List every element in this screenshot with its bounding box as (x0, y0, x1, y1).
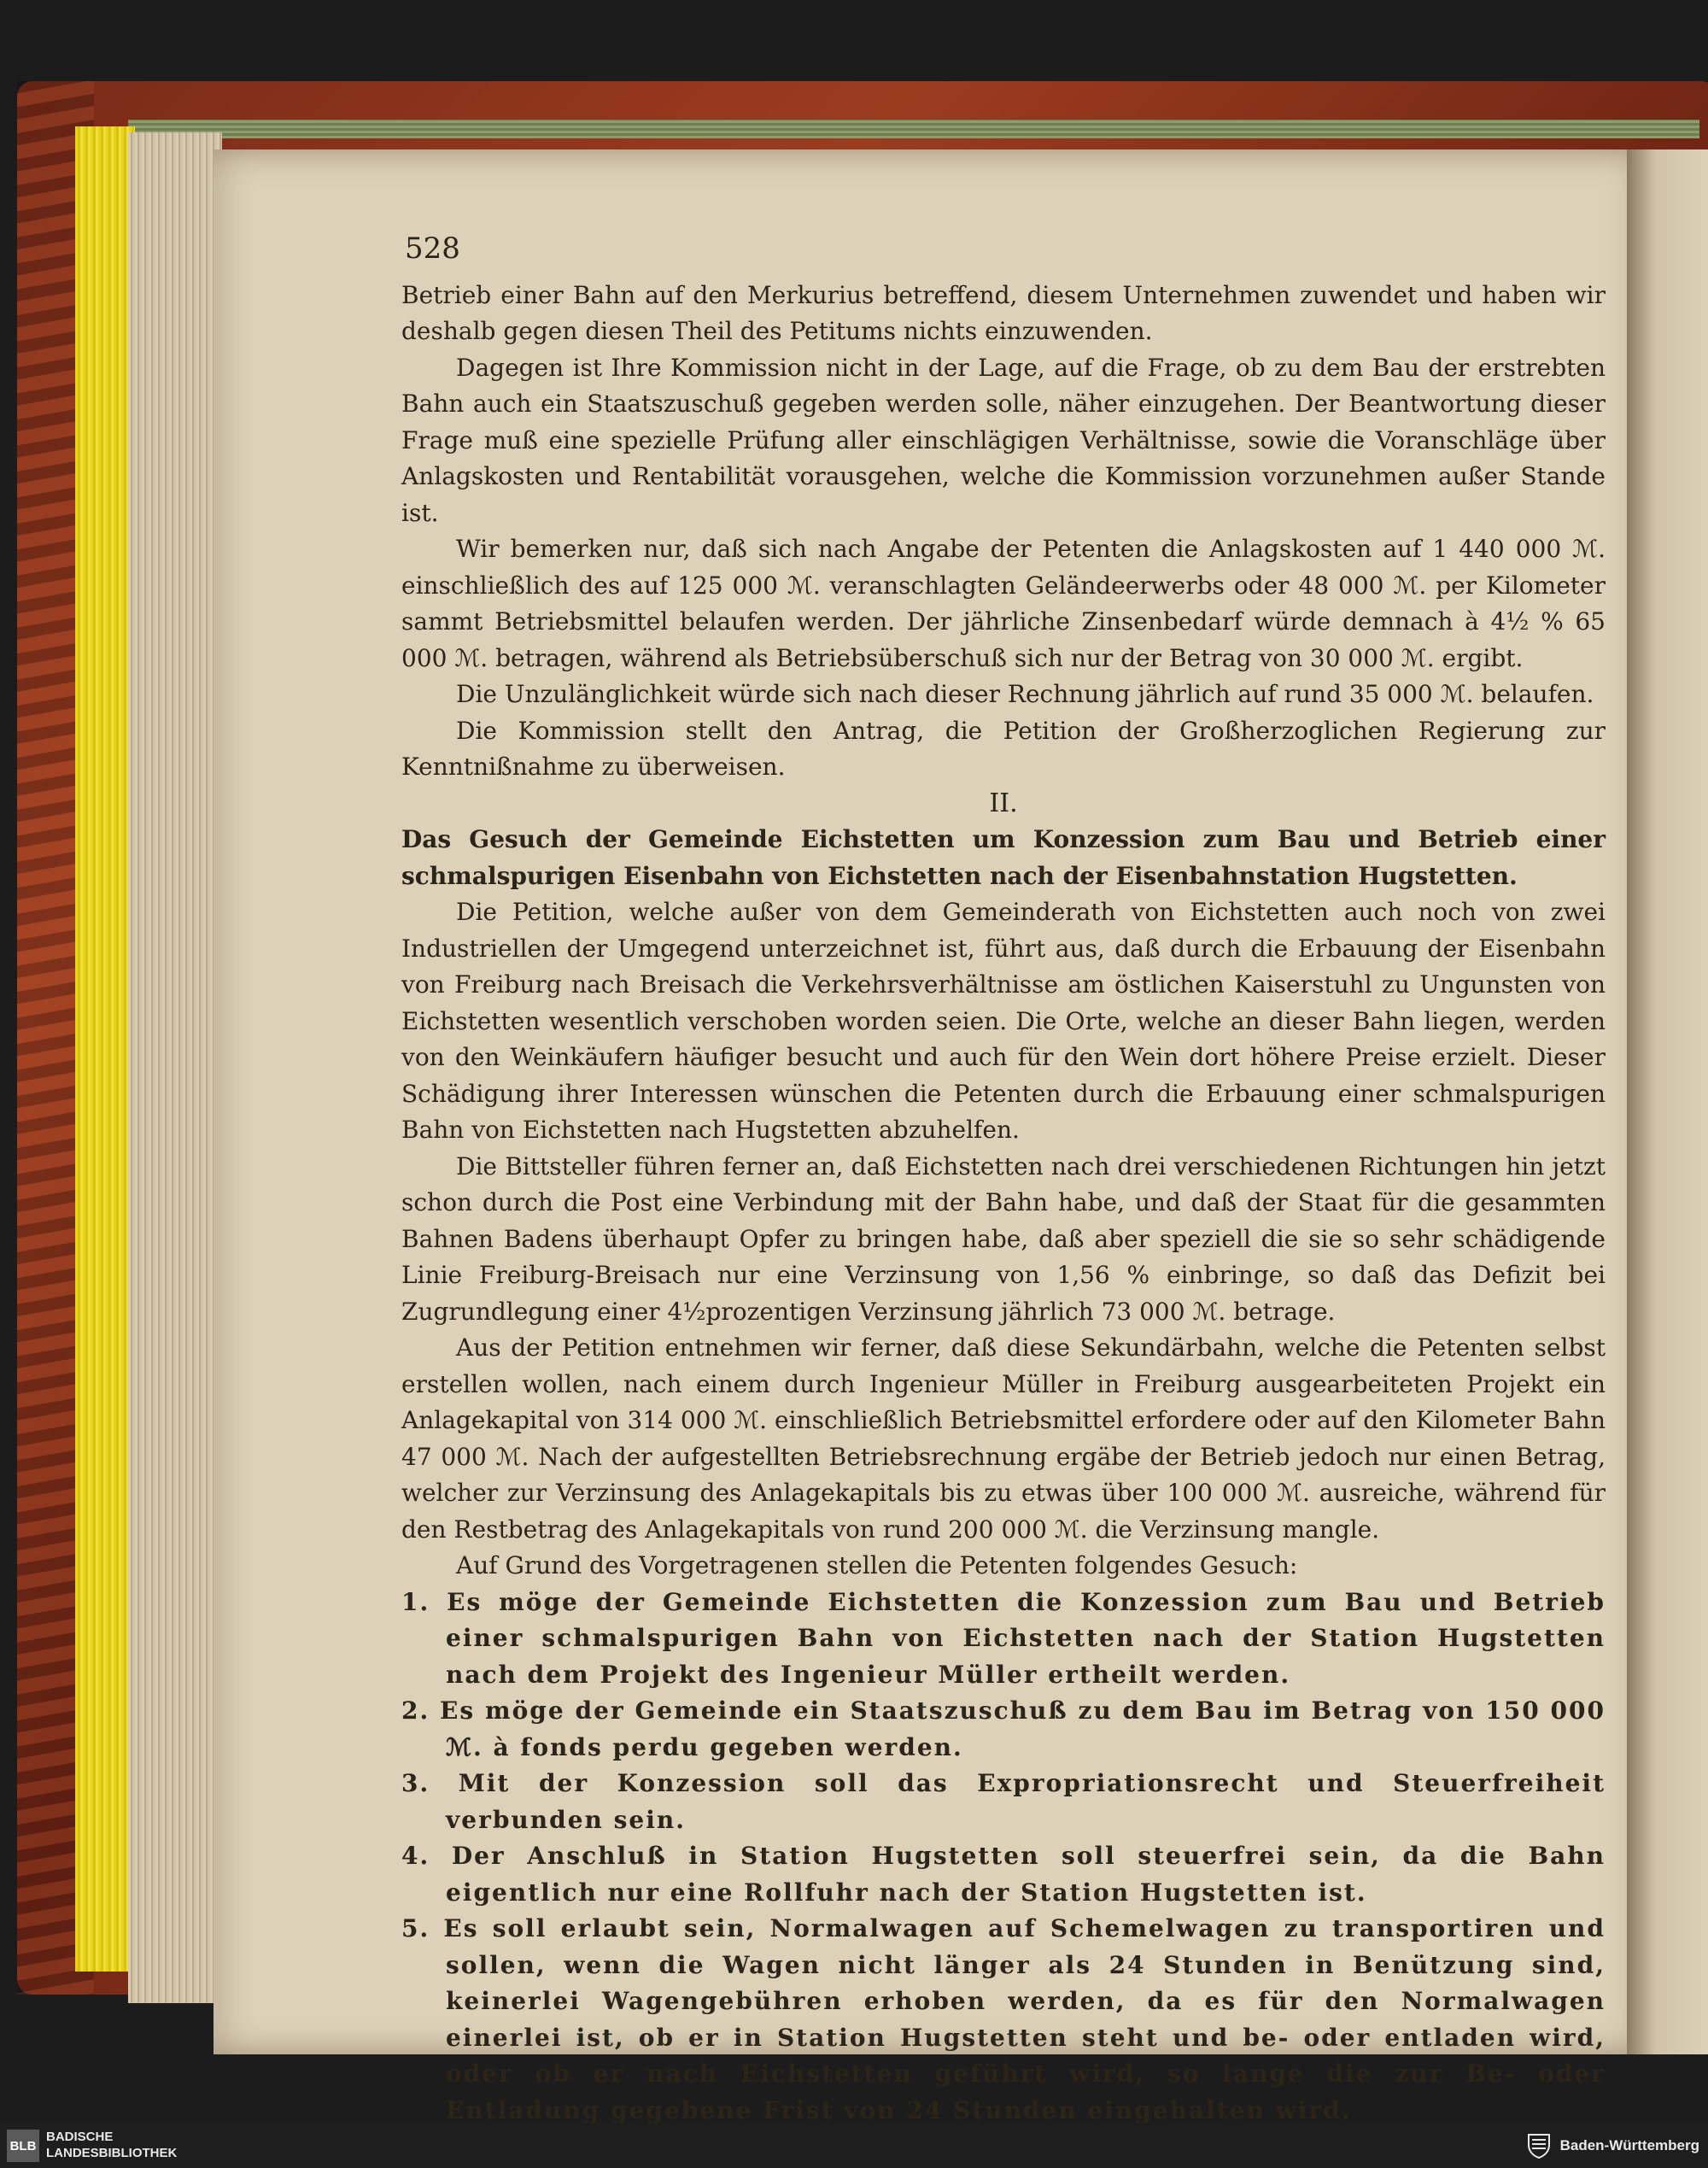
bw-brand[interactable] (1524, 2131, 1699, 2160)
page-edge-yellow (75, 126, 135, 1972)
section-numeral: II. (989, 788, 1018, 818)
page-text (401, 231, 1606, 2123)
paragraph: Die Petition, welche außer von dem Gemeinderath von Eichstetten auch noch von zwei Industriellen der Umgegend unterzeichnet ist, führt aus, daß durch die Erbauung der Eisenbahn von Freiburg nach Breisach die Verkehrsverhältnisse am östlichen Kaiserstuhl zu Ungunsten von Eichstetten wesentlich verschoben worden seien. Die Orte, welche an dieser Bahn liegen, werden von den Weinkäufern häufiger besucht und auch für den Wein dort höhere Preise erzielt. Dieser Schädigung ihrer Interessen wünschen die Petenten durch die Erbauung einer schmalspurigen Bahn von Eichstetten nach Hugstetten abzuhelfen. (401, 898, 1606, 1144)
paragraph: Die Unzulänglichkeit würde sich nach dieser Rechnung jährlich auf rund 35 000 ℳ. belaufen. (456, 680, 1594, 708)
blb-logo[interactable]: BLB (7, 2130, 39, 2162)
paragraph: Die Kommission stellt den Antrag, die Petition der Großherzoglichen Regierung zur Kenntnißnahme zu überweisen. (401, 716, 1606, 781)
library-name[interactable] (46, 2129, 177, 2161)
page-top-edge (128, 120, 1699, 138)
page-gutter (1627, 149, 1708, 2054)
request-item: 2. Es möge der Gemeinde ein Staatszuschuß zu dem Bau im Betrag von 150 000 ℳ. à fonds perdu gegeben werden. (401, 1696, 1606, 1761)
paragraph: Aus der Petition entnehmen wir ferner, daß diese Sekundärbahn, welche die Petenten selbst erstellen wollen, nach einem durch Ingenieur Müller in Freiburg ausgearbeiteten Projekt ein Anlagekapital von 314 000 ℳ. einschließlich Betriebsmittel erfordere oder auf den Kilometer Bahn 47 000 ℳ. Nach der aufgestellten Betriebsrechnung ergäbe der Betrieb jedoch nur einen Betrag, welcher zur Verzinsung des Anlagekapitals bis zu etwas über 100 000 ℳ. ausreiche, während für den Restbetrag des Anlagekapitals von rund 200 000 ℳ. die Verzinsung mangle. (401, 1333, 1606, 1544)
library-name-line1: BADISCHE (46, 2130, 114, 2144)
paragraph: Betrieb einer Bahn auf den Merkurius betreffend, diesem Unternehmen zuwendet und haben wir deshalb gegen diesen Theil des Petitums nichts einzuwenden. (401, 280, 1606, 345)
paragraph: Dagegen ist Ihre Kommission nicht in der Lage, auf die Frage, ob zu dem Bau der erstrebten Bahn auch ein Staatszuschuß gegeben werden solle, näher einzugehen. Der Beantwortung dieser Frage muß eine spezielle Prüfung aller einschlägigen Verhältnisse, sowie die Voranschläge über Anlagskosten und Rentabilität vorausgehen, welche die Kommission vorzunehmen außer Stande ist. (401, 353, 1606, 527)
paragraph: Wir bemerken nur, daß sich nach Angabe der Petenten die Anlagskosten auf 1 440 000 ℳ. einschließlich des auf 125 000 ℳ. veranschlagten Geländeerwerbs oder 48 000 ℳ. per Kilometer sammt Betriebsmittel belaufen werden. Der jährliche Zinsenbedarf würde demnach à 4½ % 65 000 ℳ. betragen, während als Betriebsüberschuß sich nur der Betrag von 30 000 ℳ. ergibt. (401, 535, 1606, 672)
page-stack-edges (128, 132, 222, 2003)
paragraph: Die Bittsteller führen ferner an, daß Eichstetten nach drei verschiedenen Richtungen hin jetzt schon durch die Post eine Verbindung mit der Bahn habe, und daß der Staat für die gesammten Bahnen Badens überhaupt Opfer zu bringen habe, daß aber speziell die sie so sehr schädigende Linie Freiburg-Breisach nur eine Verzinsung von 1,56 % einbringe, so daß das Defizit bei Zugrundlegung einer 4½prozentigen Verzinsung jährlich 73 000 ℳ. betrage. (401, 1151, 1606, 1326)
request-list (401, 1585, 1606, 2124)
library-name-line2: LANDESBIBLIOTHEK (46, 2146, 178, 2160)
section-title: Das Gesuch der Gemeinde Eichstetten um Konzession zum Bau und Betrieb einer schmalspurigen Eisenbahn von Eichstetten nach der Eisenbahnstation Hugstetten. (401, 825, 1606, 890)
request-item: 5. Es soll erlaubt sein, Normalwagen auf Schemelwagen zu transportiren und sollen, wenn die Wagen nicht länger als 24 Stunden in Benützung sind, keinerlei Wagengebühren erhoben werden, da es für den Normalwagen einerlei ist, ob er in Station Hugstetten steht und be- oder entladen wird, oder ob er nach Eichstetten geführt wird, so lange die zur Be- oder Entladung gegebene Frist von 24 Stunden eingehalten wird. (401, 1914, 1606, 2123)
request-item: 3. Mit der Konzession soll das Expropriationsrecht und Steuerfreiheit verbunden sein. (401, 1769, 1606, 1834)
request-item: 1. Es möge der Gemeinde Eichstetten die Konzession zum Bau und Betrieb einer schmalspurigen Bahn von Eichstetten nach der Station Hugstetten nach dem Projekt des Ingenieur Müller ertheilt werden. (401, 1587, 1606, 1689)
page-number: 528 (405, 231, 460, 266)
footer-bar (0, 2123, 1708, 2168)
bw-coat-of-arms-icon (1524, 2131, 1553, 2160)
request-item: 4. Der Anschluß in Station Hugstetten soll steuerfrei sein, da die Bahn eigentlich nur eine Rollfuhr nach der Station Hugstetten ist. (401, 1842, 1606, 1907)
bw-name: Baden-Württemberg (1559, 2137, 1699, 2153)
paragraph: Auf Grund des Vorgetragenen stellen die Petenten folgendes Gesuch: (456, 1551, 1298, 1579)
